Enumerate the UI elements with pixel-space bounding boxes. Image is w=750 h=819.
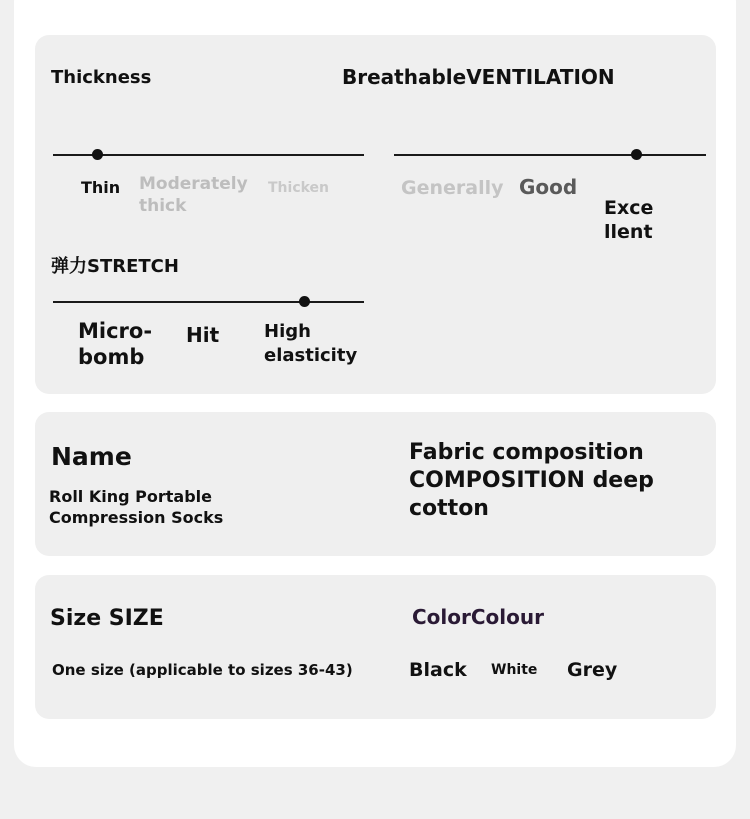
- size-color-panel: [35, 575, 716, 719]
- ventilation-title: BreathableVENTILATION: [342, 65, 615, 89]
- stretch-title: 弹力STRETCH: [51, 256, 179, 277]
- ventilation-marker: [631, 149, 642, 160]
- stretch-scale-line: [53, 301, 364, 303]
- thickness-option-thin: Thin: [81, 178, 121, 197]
- stretch-marker: [299, 296, 310, 307]
- ventilation-option-excellent: Excellent: [604, 197, 654, 243]
- ventilation-option-good: Good: [519, 175, 578, 199]
- thickness-marker: [92, 149, 103, 160]
- thickness-option-thicken: Thicken: [268, 180, 330, 196]
- thickness-title: Thickness: [51, 67, 152, 88]
- color-option-white: White: [491, 662, 538, 678]
- stretch-option-high-elasticity: High elasticity: [264, 321, 358, 366]
- size-value: One size (applicable to sizes 36-43): [52, 661, 353, 679]
- stretch-option-hit: Hit: [186, 323, 220, 347]
- stretch-option-micro-bomb: Micro-bomb: [78, 319, 153, 369]
- fabric-composition: Fabric composition COMPOSITION deep cotton: [409, 440, 654, 521]
- ventilation-option-generally: Generally: [401, 177, 504, 199]
- name-value: Roll King Portable Compression Socks: [49, 487, 224, 527]
- color-option-black: Black: [409, 659, 467, 681]
- size-title: Size SIZE: [50, 606, 164, 631]
- thickness-option-moderately-thick: Moderately thick: [139, 174, 248, 216]
- color-title: ColorColour: [412, 605, 544, 629]
- color-option-grey: Grey: [567, 659, 618, 681]
- name-title: Name: [51, 442, 132, 471]
- ventilation-scale-line: [394, 154, 706, 156]
